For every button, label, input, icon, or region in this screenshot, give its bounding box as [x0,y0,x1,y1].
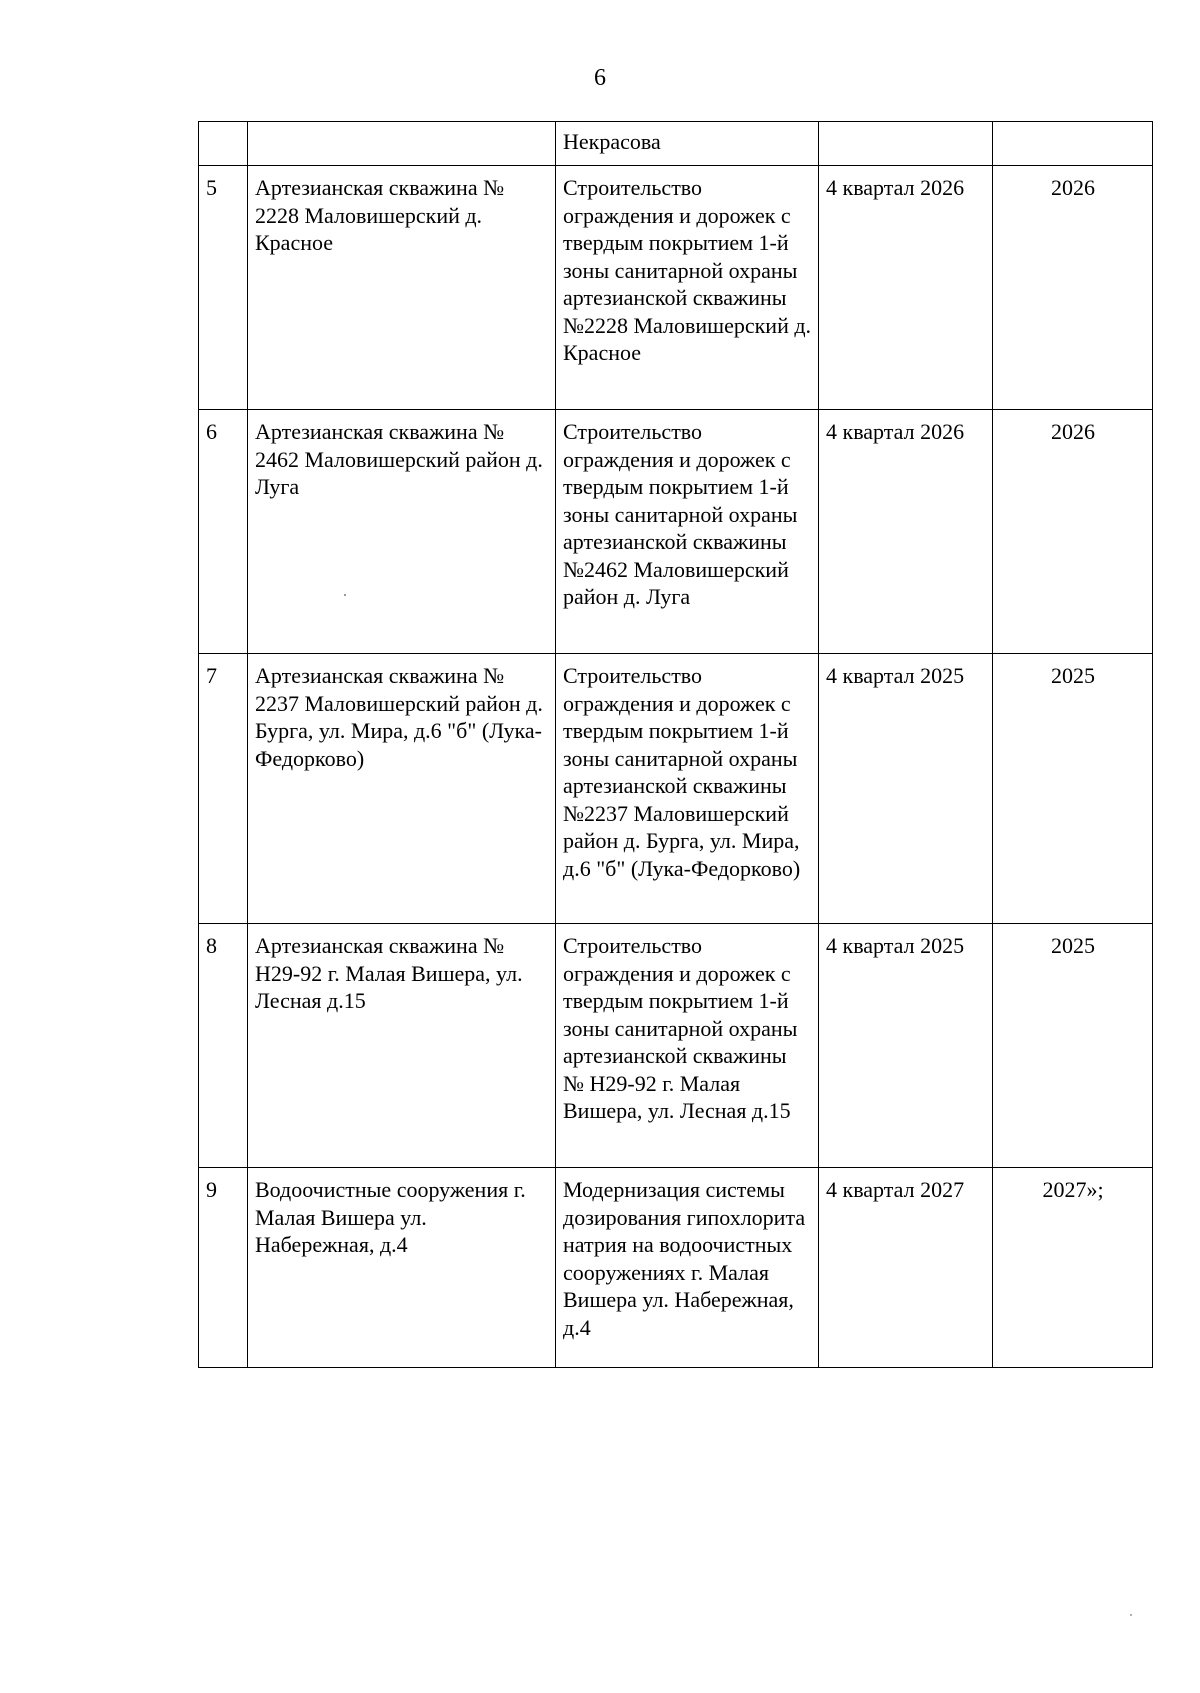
cell-work: Строительство ограждения и дорожек с твердым покрытием 1-й зоны санитарной охраны артезианской скважины №2228 Маловишерский д. Красное [556,166,819,410]
cell-work: Модернизация системы дозирования гипохлорита натрия на водоочистных сооружениях г. Малая Вишера ул. Набережная, д.4 [556,1168,819,1368]
cell-object: Водоочистные сооружения г. Малая Вишера ул. Набережная, д.4 [248,1168,556,1368]
table-row [199,410,1153,654]
cell-number: 5 [199,166,248,410]
table-row [199,924,1153,1168]
scan-speck [344,594,346,596]
cell-term: 4 квартал 2025 [819,924,993,1168]
cell-term: 4 квартал 2026 [819,166,993,410]
scan-speck [1130,1614,1132,1616]
cell-year [993,122,1153,166]
cell-object [248,122,556,166]
cell-object: Артезианская скважина № 2462 Маловишерский район д. Луга [248,410,556,654]
cell-work: Строительство ограждения и дорожек с твердым покрытием 1-й зоны санитарной охраны артезианской скважины №2462 Маловишерский район д. Луга [556,410,819,654]
cell-number: 6 [199,410,248,654]
cell-year: 2025 [993,924,1153,1168]
table-row [199,654,1153,924]
cell-object: Артезианская скважина № 2228 Маловишерский д. Красное [248,166,556,410]
cell-term: 4 квартал 2025 [819,654,993,924]
cell-year: 2027»; [993,1168,1153,1368]
table-row [199,1168,1153,1368]
cell-object: Артезианская скважина № Н29-92 г. Малая Вишера, ул. Лесная д.15 [248,924,556,1168]
cell-number [199,122,248,166]
cell-object: Артезианская скважина № 2237 Маловишерский район д. Бурга, ул. Мира, д.6 "б" (Лука-Федорково) [248,654,556,924]
table-row-continuation [199,122,1153,166]
cell-term: 4 квартал 2026 [819,410,993,654]
page-number: 6 [594,65,606,91]
table-row [199,166,1153,410]
cell-work: Некрасова [556,122,819,166]
cell-number: 8 [199,924,248,1168]
cell-term [819,122,993,166]
cell-work: Строительство ограждения и дорожек с твердым покрытием 1-й зоны санитарной охраны артезианской скважины № Н29-92 г. Малая Вишера, ул. Лесная д.15 [556,924,819,1168]
cell-year: 2026 [993,166,1153,410]
measures-table [198,121,1153,1368]
cell-number: 9 [199,1168,248,1368]
cell-year: 2026 [993,410,1153,654]
cell-work: Строительство ограждения и дорожек с твердым покрытием 1-й зоны санитарной охраны артезианской скважины №2237 Маловишерский район д. Бурга, ул. Мира, д.6 "б" (Лука-Федорково) [556,654,819,924]
cell-term: 4 квартал 2027 [819,1168,993,1368]
cell-number: 7 [199,654,248,924]
cell-year: 2025 [993,654,1153,924]
